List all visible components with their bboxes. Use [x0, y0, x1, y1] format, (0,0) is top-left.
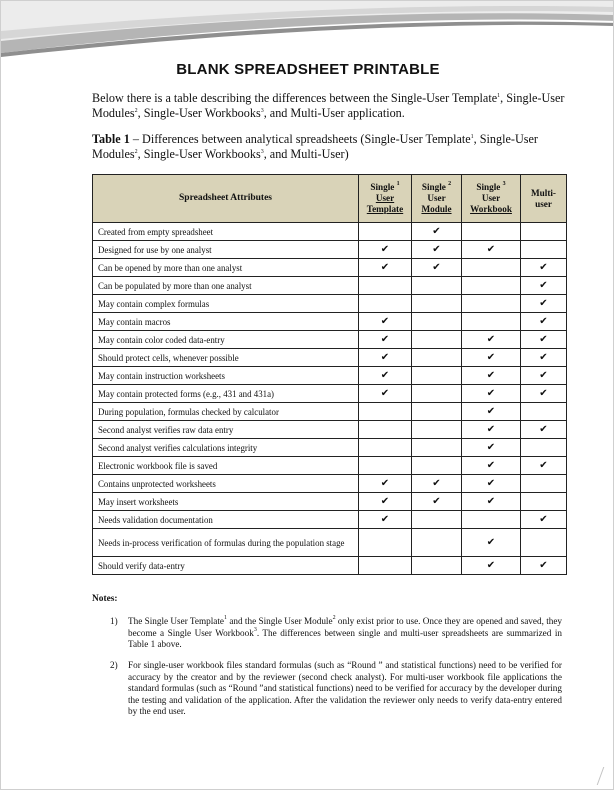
row-label: Electronic workbook file is saved [93, 457, 359, 475]
empty-cell [412, 385, 462, 403]
empty-cell [412, 367, 462, 385]
empty-cell [359, 223, 412, 241]
empty-cell [359, 277, 412, 295]
checkmark-cell [359, 331, 412, 349]
checkmark-cell [521, 557, 567, 575]
row-label: May contain complex formulas [93, 295, 359, 313]
row-label: May insert worksheets [93, 493, 359, 511]
empty-cell [412, 403, 462, 421]
checkmark-cell [521, 349, 567, 367]
row-label: Contains unprotected worksheets [93, 475, 359, 493]
empty-cell [521, 475, 567, 493]
header-single-user-module: Single $^2$ User Module [412, 175, 462, 223]
empty-cell [359, 557, 412, 575]
header-multi-user: Multi- user [521, 175, 567, 223]
checkmark-cell [359, 493, 412, 511]
empty-cell [412, 529, 462, 557]
note-2-number: 2) [110, 660, 118, 670]
checkmark-cell [359, 385, 412, 403]
empty-cell [521, 493, 567, 511]
checkmark-cell [462, 439, 521, 457]
checkmark-icon: ✔ [539, 334, 548, 345]
empty-cell [412, 421, 462, 439]
checkmark-icon: ✔ [380, 514, 390, 525]
table-row [93, 403, 567, 421]
table-row [93, 331, 567, 349]
checkmark-cell [462, 349, 521, 367]
table-row [93, 241, 567, 259]
checkmark-cell [521, 511, 567, 529]
checkmark-cell [359, 511, 412, 529]
table-row [93, 511, 567, 529]
empty-cell [359, 421, 412, 439]
checkmark-icon: ✔ [486, 478, 496, 489]
checkmark-icon: ✔ [380, 388, 390, 399]
checkmark-cell [462, 421, 521, 439]
note-2-text: For single-user workbook files standard formulas (such as “Round ” and statistical functions) need to be verified for accuracy by the creator and by the reviewer (second check analyst). For multi-user workbook file applications the standard formulas (such as “Round ”and statistical functions) need to be verified for accuracy by the developer during the testing and validation of the application. After the validation the reviewer only needs to verify data-entry entered by the end user. [128, 660, 562, 717]
checkmark-icon: ✔ [539, 316, 548, 327]
row-label: May contain macros [93, 313, 359, 331]
empty-cell [521, 241, 567, 259]
empty-cell [359, 295, 412, 313]
checkmark-icon: ✔ [539, 298, 548, 309]
checkmark-cell [462, 475, 521, 493]
checkmark-icon: ✔ [432, 496, 441, 507]
checkmark-icon: ✔ [486, 334, 496, 345]
checkmark-icon: ✔ [539, 424, 548, 435]
checkmark-icon: ✔ [380, 244, 390, 255]
empty-cell [521, 529, 567, 557]
checkmark-cell [359, 313, 412, 331]
row-label: Second analyst verifies calculations integrity [93, 439, 359, 457]
table-row [93, 475, 567, 493]
checkmark-cell [462, 403, 521, 421]
checkmark-cell [521, 457, 567, 475]
page-title: BLANK SPREADSHEET PRINTABLE [176, 61, 440, 78]
checkmark-cell [462, 529, 521, 557]
empty-cell [462, 277, 521, 295]
row-label: Created from empty spreadsheet [93, 223, 359, 241]
checkmark-icon: ✔ [432, 244, 441, 255]
empty-cell [412, 457, 462, 475]
checkmark-cell [412, 259, 462, 277]
empty-cell [412, 331, 462, 349]
checkmark-icon: ✔ [539, 560, 548, 571]
checkmark-icon: ✔ [486, 406, 496, 417]
checkmark-cell [359, 259, 412, 277]
table-row [93, 349, 567, 367]
checkmark-cell [462, 457, 521, 475]
checkmark-icon: ✔ [486, 424, 496, 435]
note-1-number: 1) [110, 616, 118, 626]
row-label: May contain color coded data-entry [93, 331, 359, 349]
empty-cell [412, 511, 462, 529]
empty-cell [412, 557, 462, 575]
row-label: Second analyst verifies raw data entry [93, 421, 359, 439]
checkmark-cell [359, 241, 412, 259]
checkmark-icon: ✔ [539, 388, 548, 399]
note-1-text: The Single User Template$^1$ and the Single User Module$^2$ only exist prior to use. Once they are opened and saved, they become a Single User Workbook$^3$. The differences between single and multi-user spreadsheets are summarized in Table 1 above. [128, 615, 563, 650]
checkmark-cell [462, 385, 521, 403]
differences-table [92, 174, 567, 575]
table-row [93, 277, 567, 295]
checkmark-icon: ✔ [432, 226, 441, 237]
checkmark-cell [359, 349, 412, 367]
empty-cell [521, 223, 567, 241]
checkmark-cell [359, 367, 412, 385]
checkmark-icon: ✔ [380, 334, 390, 345]
table-header-row [93, 175, 567, 223]
empty-cell [412, 277, 462, 295]
checkmark-icon: ✔ [380, 496, 390, 507]
row-label: Needs validation documentation [93, 511, 359, 529]
header-single-user-workbook: Single $^3$ User Workbook [462, 175, 521, 223]
note-1 [92, 616, 562, 652]
table-row [93, 259, 567, 277]
checkmark-cell [412, 493, 462, 511]
checkmark-icon: ✔ [486, 442, 496, 453]
header-swoosh-decoration [1, 1, 614, 61]
empty-cell [359, 403, 412, 421]
checkmark-cell [521, 367, 567, 385]
empty-cell [412, 439, 462, 457]
page-curl-decoration [597, 767, 614, 785]
checkmark-icon: ✔ [539, 262, 548, 273]
table-row [93, 439, 567, 457]
empty-cell [359, 457, 412, 475]
table-row [93, 385, 567, 403]
checkmark-cell [359, 475, 412, 493]
table-caption: Table 1 – Differences between analytical spreadsheets (Single-User Template$^1$, Single-User Modules$^2$, Single-User Workbooks$^3$, and Multi-User) [92, 132, 538, 161]
checkmark-icon: ✔ [486, 560, 496, 571]
checkmark-icon: ✔ [486, 496, 496, 507]
checkmark-cell [521, 331, 567, 349]
checkmark-cell [462, 331, 521, 349]
header-spreadsheet-attributes: Spreadsheet Attributes [93, 175, 359, 223]
table-row [93, 295, 567, 313]
empty-cell [412, 313, 462, 331]
checkmark-cell [462, 557, 521, 575]
checkmark-icon: ✔ [486, 460, 496, 471]
checkmark-icon: ✔ [380, 262, 390, 273]
table-row [93, 367, 567, 385]
checkmark-icon: ✔ [539, 352, 548, 363]
empty-cell [462, 295, 521, 313]
checkmark-cell [462, 493, 521, 511]
row-label: Can be opened by more than one analyst [93, 259, 359, 277]
empty-cell [521, 439, 567, 457]
checkmark-icon: ✔ [432, 478, 441, 489]
checkmark-icon: ✔ [380, 316, 390, 327]
empty-cell [412, 295, 462, 313]
row-label: Can be populated by more than one analyst [93, 277, 359, 295]
empty-cell [521, 403, 567, 421]
checkmark-icon: ✔ [486, 352, 496, 363]
checkmark-icon: ✔ [486, 388, 496, 399]
checkmark-cell [521, 277, 567, 295]
table-row [93, 493, 567, 511]
checkmark-icon: ✔ [380, 370, 390, 381]
checkmark-icon: ✔ [486, 370, 496, 381]
empty-cell [462, 259, 521, 277]
row-label: Needs in-process verification of formulas during the population stage [93, 529, 359, 557]
checkmark-cell [521, 313, 567, 331]
checkmark-icon: ✔ [539, 514, 548, 525]
header-single-user-template: Single $^1$ User Template [359, 175, 412, 223]
empty-cell [359, 439, 412, 457]
checkmark-icon: ✔ [380, 352, 390, 363]
empty-cell [462, 313, 521, 331]
table-row [93, 457, 567, 475]
checkmark-cell [462, 241, 521, 259]
table-row [93, 421, 567, 439]
checkmark-icon: ✔ [380, 478, 390, 489]
row-label: Should verify data-entry [93, 557, 359, 575]
table-row [93, 529, 567, 557]
checkmark-cell [412, 223, 462, 241]
table-row [93, 557, 567, 575]
checkmark-cell [462, 367, 521, 385]
row-label: Designed for use by one analyst [93, 241, 359, 259]
empty-cell [359, 529, 412, 557]
table-row [93, 313, 567, 331]
checkmark-icon: ✔ [432, 262, 441, 273]
checkmark-cell [521, 421, 567, 439]
checkmark-cell [412, 475, 462, 493]
row-label: May contain protected forms (e.g., 431 and 431a) [93, 385, 359, 403]
empty-cell [412, 349, 462, 367]
note-2 [92, 660, 562, 720]
checkmark-cell [521, 295, 567, 313]
checkmark-icon: ✔ [539, 460, 548, 471]
checkmark-cell [412, 241, 462, 259]
checkmark-cell [521, 385, 567, 403]
checkmark-icon: ✔ [486, 244, 496, 255]
empty-cell [462, 223, 521, 241]
row-label: During population, formulas checked by calculator [93, 403, 359, 421]
checkmark-cell [521, 259, 567, 277]
checkmark-icon: ✔ [486, 537, 496, 548]
empty-cell [462, 511, 521, 529]
notes-heading: Notes: [92, 594, 118, 604]
table-row [93, 223, 567, 241]
row-label: May contain instruction worksheets [93, 367, 359, 385]
intro-paragraph: Below there is a table describing the differences between the Single-User Template$^1$, Single-User Modules$^2$, Single-User Workbooks$^3$, and Multi-User application. [92, 91, 565, 120]
checkmark-icon: ✔ [539, 370, 548, 381]
checkmark-icon: ✔ [539, 280, 548, 291]
row-label: Should protect cells, whenever possible [93, 349, 359, 367]
